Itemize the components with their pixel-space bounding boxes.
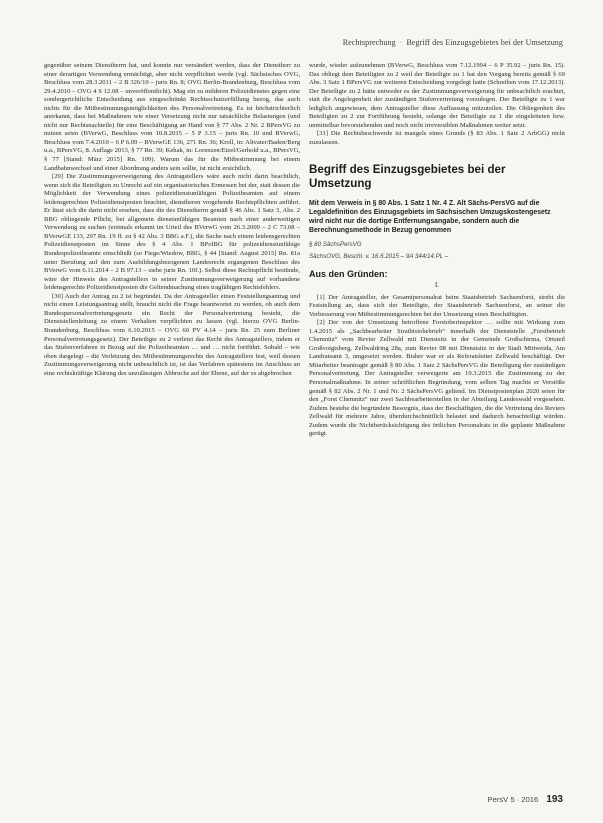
header-title: Begriff des Einzugsgebietes bei der Umsetzung: [406, 38, 563, 47]
right-body-paragraph-2: [2] Der von der Umsetzung betroffene Forstoberinspektor … sollte mit Wirkung zum 1.4.2015 als „Sachbearbeiter Stratbisiohebrieb“ innerhalb der Dienststelle „Forstbetrieb Chemnitz“ vom Revier Zellwald mit Dienstsitz in der Gemeinde Großschirma, Ortsteil Großvoigtsberg, Zellwaldring 28a, zum Revier 08 mit Dienstsitz in der Stadt Mittweida, Am Landratsamt 3, umgesetzt werden. Bisher war er als Referatsleiter Zellwald beschäftigt. Der Mitarbeiter beantragte gemäß § 80 Abs. 1 Satz 2 SächsPersVG die Beteiligung der zuständigen Personalvertretung. Der Antragsteller verweigerte am 19.3.2015 die Zustimmung zu der Personalmaßnahme. In seiner schriftlichen Begründung, vom selben Tag machte er Verstöße gemäß § 82 Abs. 2 Nr. 1 und Nr. 2 SächsPersVG geltend. Im Dienstpostenplan 2020 seien für den „Forst Chemnitz“ nur zwei Sachbearbeiterstellen in der Abteilung Landeswald vorgesehen. Zudem bestehe die begründete Besorgnis, dass der Beschäftigten, die die Vertretung des Reviers Zellwald für mehrere Jahre, überdurchschnittlich belastet und dadurch benachteiligt würden. Zudem wurde die Nichtberücksichtigung des örtlichen Personalrats in die geplante Maßnahme gerügt.: [309, 319, 565, 438]
header-separator: ·: [399, 38, 403, 47]
section-numeral: I.: [435, 282, 439, 290]
reasons-heading: Aus den Gründen:: [309, 269, 388, 280]
left-paragraph-1: gegenüber seinem Dienstherrn hat, und konnte nur versändert werden, dass der Dienstherr zu einer derartigen Verwendung ermächtigt, aber nicht verpflichtet werde (vgl. Sächsisches OVG, Beschluss vom 28.3.2011 – 2 B 326/10 – juris Rn. 8; OVG Berlin-Brandenburg, Beschluss vom 29.4.2010 – OVG 4 S 12.08 – unveröffentlicht). Mag ein zu milderen Polizeidienstes gegen eine sondergerichtliche Entscheidung aus eingeschränkt Rechtsschutzerfüllung bezog, das auch nichts für die Mitbestimmungsmöglichkeiten des Personalvertretung. Es ist höchstrichterlich anerkannt, dass bei Maßnahmen wie einer Versetzung nicht nur tatsächliche Belastungen (und nicht nur Rechtsnachteile) für eine Beschäftigung an Hand von § 77 Abs. 2 Nr. 2 BPersVG zu nutzen seien (BVerwG, Beschluss vom 10.8.2015 – 5 P 3.15 – juris Rn. 10 und BVerwG, Beschluss vom 7.4.2010 – 6 P 6.09 – BVerwGE 136, 271 Rn. 36; Kroll, in: Altvater/Baden/Berg u.a., BPersVG, 8. Auflage 2013, § 77 Rn. 39; Kehak, in: Lorenzen/Etzel/Gerhold u.a., BPersVG, § 77 [Stand: März 2015] Rn. 109). Warum das für die Mitbestimmung bei einem Landbahnwechsel und einer Abordnung anders sein sollte, ist nicht ersichtlich.: [44, 62, 300, 172]
right-column: [309, 62, 565, 439]
left-paragraph-2: [29] Die Zustimmungsverweigerung des Antragstellers wäre auch nicht darin beachtlich, wenn sich die Beteiligten zu Unrecht auf ein organisatorisches Ermessen bei der, statt dessen die Möglichkeit der Verwendung eines polizeidienstunfähigen Polizeibeamten auf einem leidensgerechten Polizeidienstposten beachtet, dienstheren vorgebende Rechtspflichten anführt. Er lässt sich die darin nicht ersehen, dass die des Dienstherrn gemäß § 46 Abs. 1 Satz 3, Abs. 2 BBG obliegende Pflicht, bei allgemein dienstunfähigen Beamten nach einer anderweitigen Verwendung zu suchen (erstmals erkannt im Urteil des BVerwG vom 26.3.2009 – 2 C 73.08 – BVerwGE 133, 297 Rn. 19 ff. zu § 42 Abs. 3 BBG a.F.), die Suche nach einem leidensgerechten Polizeidienstposten im Sinne des § 4 Abs. 1 BPolBG für polizeidienstunfähige Bundespolizeibeamte einschließt (so Fiege/Wiedow, BBG, § 44 [Stand: August 2015] Rn. 81a unter Berufung auf den zum Ausbildungsbezogenen Landesrecht ergangenen Beschluss des BVerwG vom 6.11.2014 – 2 B 97.13 – siehe juris Rn. 10f.). Selbst diese Rechtspflicht bestünde, wäre der Hinweis des Antragstellers in seiner Zustimmungsverweigerung auf vorhandene leidensgerechte Polizeidienstposten die Geltendmachung eines tragfähigen Rechtsfehlers.: [44, 173, 300, 292]
article-lead: Mit dem Verweis in § 80 Abs. 1 Satz 1 Nr. 4 Z. Alt Sächs-PersVG auf die Legaldefinition des Einzugsgebiets im Sächsischen Umzugskostengesetz wird nicht nur die dortige Entfernungsangabe, sondern auch die Berechnungsmethode in Bezug genommen: [309, 200, 551, 235]
footer-issue: PersV 5 · 2016: [487, 795, 539, 804]
article-heading: Begriff des Einzugsgebietes bei der Umsetzung: [309, 163, 506, 191]
right-body-paragraph-1: [1] Der Antragsteller, der Gesamtpersonalrat beim Staatsbetrieb Sachsenforst, strebt die Feststellung an, dass sich der Beteiligte, der Staatsbetrieb Sachsenforst, an seiner die Verbesserung von Mitbestimmungsrechten bei der Umsetzung eines Beschäftigten.: [309, 293, 565, 318]
article-norm: § 80 SächsPersVG: [309, 241, 362, 249]
page-footer: [488, 794, 563, 805]
page-number: 193: [546, 794, 563, 805]
header-section: Rechtsprechung: [342, 38, 396, 47]
left-column: [44, 62, 300, 378]
right-intro-paragraph-2: [31] Die Rechtsbeschwerde ist mangels eines Grunds (§ 83 Abs. 1 Satz 2 ArbGG) nicht zuzulassen.: [309, 130, 565, 146]
right-intro-paragraph-1: wurde, wieder aufzunehmen (BVerwG, Beschluss vom 7.12.1994 – 6 P 35.92 – juris Rn. 15). Das obliegt dem Beteiligten zu 2 weil der Beteiligte zu 1 hat den Vorgang bereits gemäß § 69 Abs. 3 Satz 1 BPersVG zur weiteren Entscheidung vorgelegt hatte (Schreiben vom 17.12.2013). Der Beteiligte zu 2 hätte entweder es der Zustimmungsverweigerung für unbeachtlich erachtet, statt die Angelegenheit der zuständigen Stufenvertretung vorzulegen. Der Beteiligte zu 1 war lediglich angewiesen, dem Antragsteller diese Auffassung mitzuteilen. Die Obliegenheit des Beteiligten zu 2 zur Fortführung besteht, solange der Beteiligte zu 1 die eingeleiteten bzw. unmittelbar bevorstehenden und noch nicht irreversiblen Maßnahmen weiter setzt.: [309, 62, 565, 129]
left-paragraph-3: [30] Auch der Antrag zu 2 ist begründet. Da der Antragsteller einen Feststellungsantrag und nicht einen Leistungsantrag stellt, braucht nicht die Frage beantwortet zu werden, ob auch dem Bundespersonalvertretungsgesetz ein Recht der Personalvertretung besteht, die Dienststellenleitung zu einem Verhalten verpflichten zu lassen (vgl. hierzu OVG Berlin-Brandenburg, Beschluss vom 6.10.2015 – OVG 60 PV 4.14 – juris Rn. 25 zum Berliner Personalvertretungsgesetz). Der Beteiligte zu 2 verletzt das Recht des Antragstellers, indem er das Stufenverfahren in Bezug auf die Polizeibeamten … und … nicht fortführt. Sobald – wie oben dargelegt – die Verletzung des Mitbestimmungsrechts des Antragstellers fest, weil dessen Zustimmungsverweigerung nicht unbeachtlich ist, ist das Verfahren spätestens im Anschluss an eine rechtskräftige Klärung des unzulässigen Abbruchs auf der Ebene, auf der es abgebrochen: [44, 292, 300, 377]
running-header: [343, 38, 563, 47]
article-citation: SächsOVG, Beschl. v. 16.6.2015 – 9A 344/14.PL –: [309, 253, 449, 261]
